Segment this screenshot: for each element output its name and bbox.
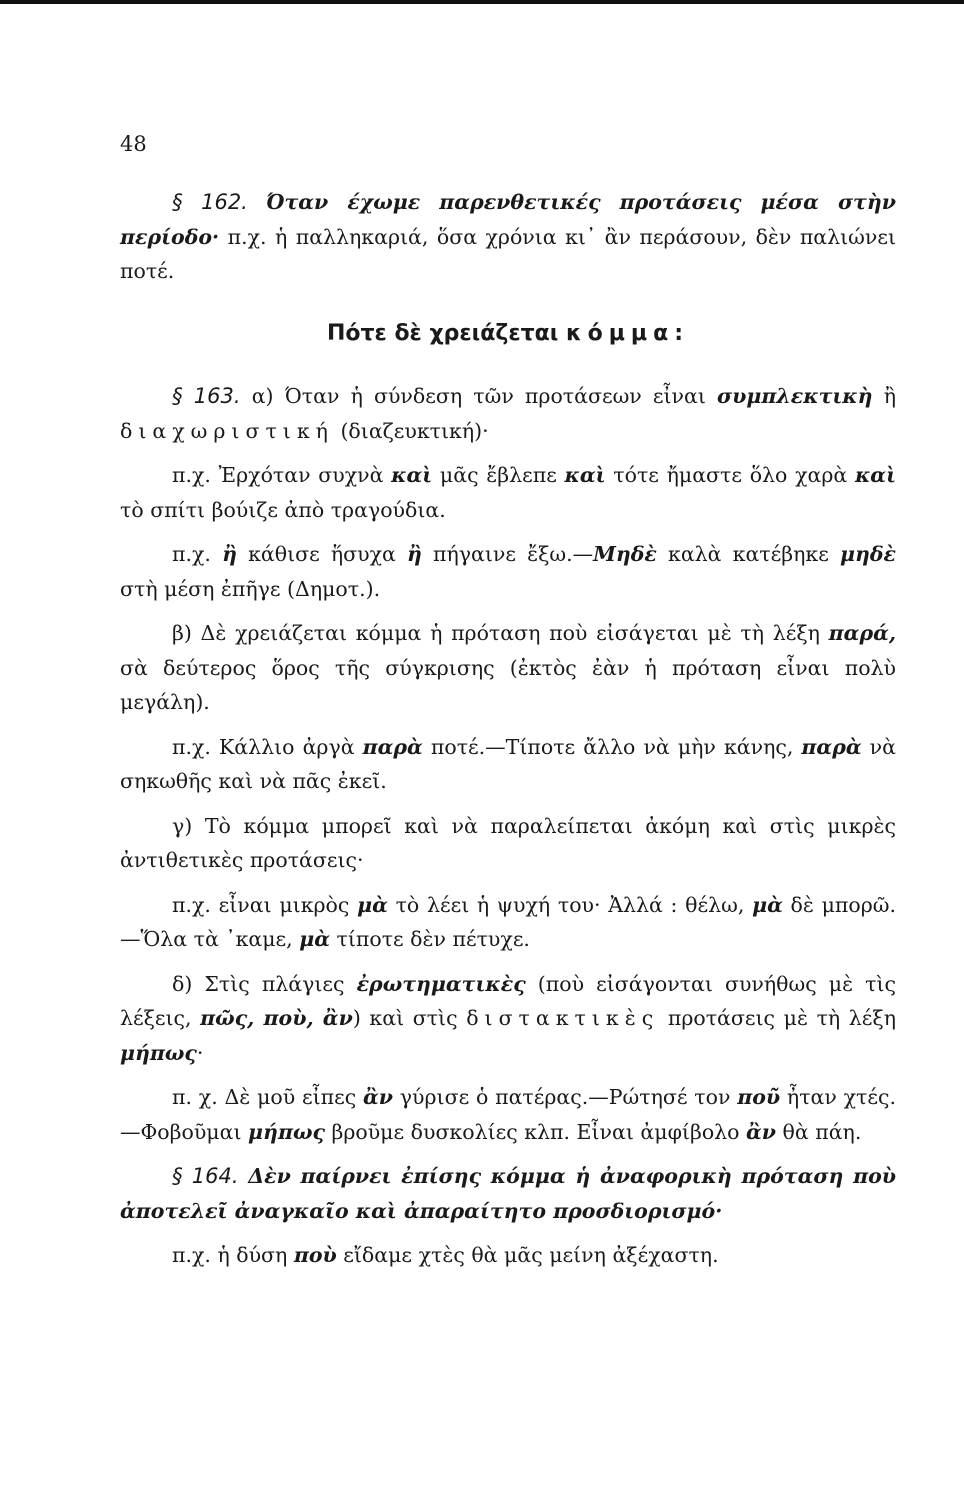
text: νὰ σηκωθῆς καὶ νὰ πᾶς ἐκεῖ. [120, 734, 896, 793]
text: π.χ. εἶναι μικρὸς [172, 892, 358, 917]
text: (διαζευκτική)· [333, 418, 489, 443]
text: δὲ μπορῶ.—Ὅλα τὰ ᾽καμε, [120, 892, 897, 951]
text: τὸ σπίτι βούιζε ἀπὸ τραγούδια. [120, 497, 446, 522]
emphasis: πῶς, ποὺ, ἂν [200, 1006, 353, 1030]
text: τίποτε δὲν πέτυχε. [329, 927, 530, 951]
heading-spaced: κόμμα: [565, 320, 690, 346]
section-164 [120, 1159, 896, 1228]
section-mark: § 162. [172, 190, 248, 214]
paragraph-beta [120, 616, 896, 720]
text: ἢ [872, 384, 896, 408]
text: β) Δὲ χρειάζεται κόμμα ἡ πρόταση ποὺ εἰσάγεται μὲ τὴ λέξη [172, 621, 829, 645]
section-heading [120, 317, 896, 352]
text: εἴδαμε χτὲς θὰ μᾶς μείνη ἀξέχαστη. [336, 1243, 719, 1267]
text: τὸ λέει ἡ ψυχή του· Ἀλλά : θέλω, [387, 892, 753, 917]
text: βροῦμε δυσκολίες κλπ. Εἶναι ἀμφίβολο [324, 1119, 747, 1144]
paragraph-delta [120, 967, 896, 1071]
emphasis: μὰ [752, 892, 783, 917]
example-6 [120, 1238, 896, 1273]
example-3 [120, 730, 896, 799]
emphasis: ἢ [222, 542, 237, 566]
emphasis: ποῦ [737, 1085, 781, 1109]
text: ) καὶ στὶς [352, 1006, 467, 1030]
text: π.χ. [172, 542, 223, 566]
emphasis: ἂν [746, 1119, 777, 1144]
emphasis: συμπλεκτικὴ [717, 384, 873, 408]
emphasis: μήπως [248, 1119, 325, 1144]
emphasis: ἢ [407, 542, 422, 566]
emphasis: μὰ [299, 927, 330, 951]
paragraph-gamma [120, 809, 896, 878]
emphasis: μηδὲ [839, 542, 896, 566]
text: σὰ δεύτερος ὅρος τῆς σύγκρισης (ἐκτὸς ἐὰν ἡ πρόταση εἶναι πολὺ μεγάλη). [120, 655, 896, 714]
text: γύρισε ὁ πατέρας.—Ρώτησέ τον [393, 1085, 738, 1109]
emphasis: ἐρωτηματικὲς [356, 971, 526, 996]
text: ποτέ.—Τίποτε ἄλλο νὰ μὴν κάνης, [422, 734, 802, 759]
text: πήγαινε ἔξω.— [421, 542, 594, 566]
text: ἦταν χτές.—Φοβοῦμαι [120, 1085, 897, 1144]
section-162 [120, 185, 896, 289]
emphasis: παρὰ [362, 734, 423, 759]
emphasis: μὰ [357, 892, 388, 917]
spaced-term: διαχωριστική [120, 418, 334, 443]
page-top-edge [0, 0, 964, 4]
text: · [196, 1040, 204, 1065]
spaced-term: διστακτικὲς [466, 1006, 660, 1030]
text: γ) Τὸ κόμμα μπορεῖ καὶ νὰ παραλείπεται ἀκόμη καὶ στὶς μικρὲς ἀντιθετικὲς προτάσεις· [120, 813, 896, 872]
emphasis: καὶ [854, 463, 896, 487]
emphasis: ἂν [363, 1085, 393, 1109]
page-number: 48 [120, 132, 147, 156]
emphasis: παρά, [828, 621, 896, 645]
text: προτάσεις μὲ τὴ λέξη [659, 1006, 896, 1030]
text: α) Όταν ἡ σύνδεση τῶν προτάσεων εἶναι [240, 384, 718, 408]
emphasis: Όταν έχωμε παρενθετικές προτάσεις μέσα στὴν περίοδο· [120, 190, 896, 249]
section-mark: § 163. [172, 384, 241, 408]
emphasis: Μηδὲ [593, 542, 657, 566]
text: στὴ μέση ἐπῆγε (Δημοτ.). [120, 576, 381, 601]
section-163 [120, 379, 896, 448]
text: τότε ἤμαστε ὅλο χαρὰ [605, 463, 855, 487]
text: δ) Στὶς πλάγιες [172, 971, 357, 996]
example-5 [120, 1080, 896, 1149]
section-mark: § 164. [172, 1164, 239, 1188]
text: μᾶς ἔβλεπε [432, 463, 565, 487]
example-1 [120, 458, 896, 527]
emphasis: μήπως [120, 1040, 197, 1065]
text: π.χ. ἡ δύση [172, 1243, 294, 1267]
text: π.χ. Κάλλιο ἀργὰ [172, 734, 363, 759]
heading-text: Πότε δὲ χρειάζεται [326, 320, 566, 346]
example-2 [120, 537, 896, 606]
text: (ποὺ εἰσάγονται συνήθως μὲ τὶς λέξεις, [120, 971, 896, 1030]
example-4 [120, 888, 896, 957]
emphasis: Δὲν παίρνει ἐπίσης κόμμα ἡ ἀναφορικὴ πρόταση ποὺ ἀποτελεῖ ἀναγκαῖο καὶ ἀπαραίτητο προσδιορισμό· [120, 1164, 896, 1223]
text: κάθισε ἥσυχα [236, 542, 407, 566]
text: π.χ. Ἐρχόταν συχνὰ [172, 463, 392, 487]
emphasis: ποὺ [293, 1243, 337, 1267]
text: π.χ. ἡ παλληκαριά, ὅσα χρόνια κι᾽ ἂν περάσουν, δὲν παλιώνει ποτέ. [120, 224, 896, 283]
text: καλὰ κατέβηκε [656, 542, 840, 566]
page-body [120, 185, 896, 1283]
text: π. χ. Δὲ μοῦ εἶπες [172, 1085, 363, 1109]
text: θὰ πάη. [776, 1119, 862, 1144]
emphasis: παρὰ [801, 734, 862, 759]
emphasis: καὶ [564, 463, 606, 487]
emphasis: καὶ [391, 463, 433, 487]
